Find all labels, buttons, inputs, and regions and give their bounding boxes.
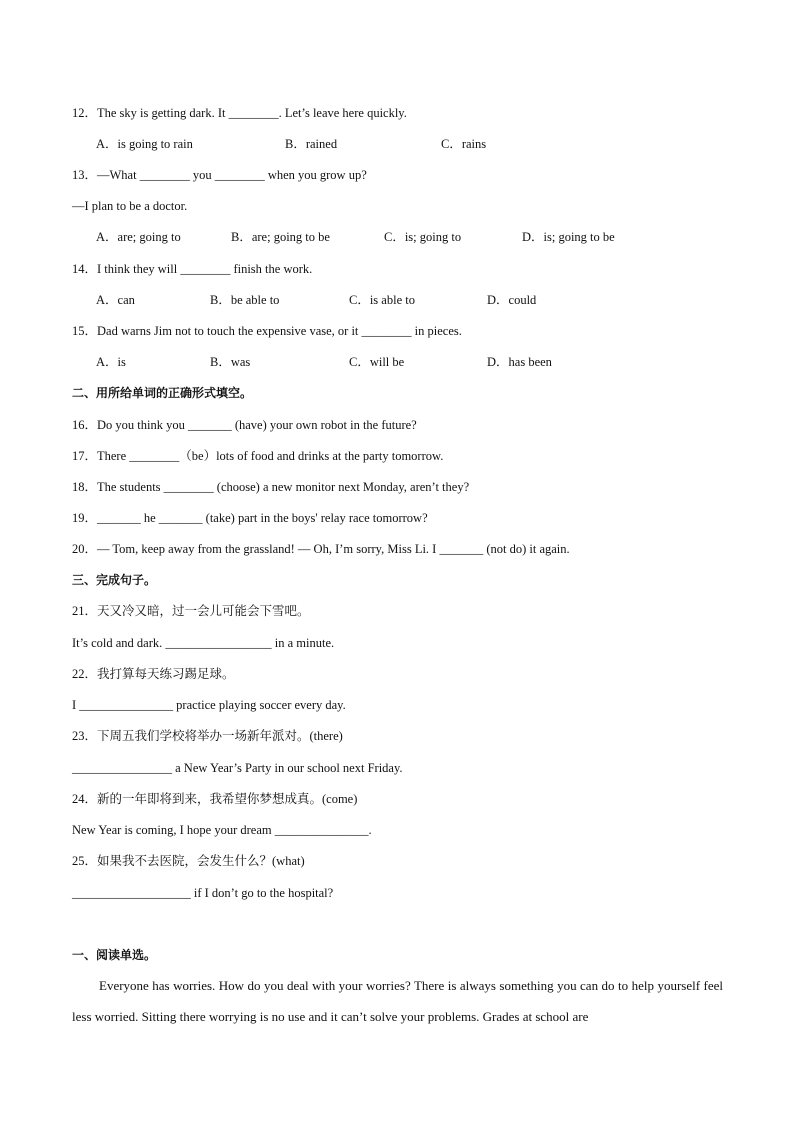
question-18: 18．The students ________ (choose) a new monitor next Monday, aren’t they? <box>72 480 470 494</box>
question-17: 17．There ________（be）lots of food and drinks at the party tomorrow. <box>72 449 444 463</box>
option-b: B．be able to <box>210 293 280 307</box>
option-d: D．is; going to be <box>522 230 615 244</box>
section-heading: 一、阅读单选。 <box>72 948 157 962</box>
question-24-english: New Year is coming, I hope your dream _______________. <box>72 823 372 837</box>
question-25-chinese: 25．如果我不去医院，会发生什么？(what) <box>72 854 305 868</box>
question-21-english: It’s cold and dark. _________________ in a minute. <box>72 636 335 650</box>
option-c: C．is able to <box>349 293 415 307</box>
question-23-english: ________________ a New Year’s Party in our school next Friday. <box>72 761 403 775</box>
question-24-chinese: 24．新的一年即将到来，我希望你梦想成真。(come) <box>72 792 358 806</box>
question-22-english: I _______________ practice playing soccer every day. <box>72 698 346 712</box>
option-a: A．can <box>96 293 135 307</box>
question-19: 19．_______ he _______ (take) part in the boys' relay race tomorrow? <box>72 511 428 525</box>
option-b: B．was <box>210 355 251 369</box>
question-21-chinese: 21．天又冷又暗，过一会儿可能会下雪吧。 <box>72 604 310 618</box>
option-a: A．is going to rain <box>96 137 193 151</box>
question-23-chinese: 23．下周五我们学校将举办一场新年派对。(there) <box>72 729 343 743</box>
option-b: B．are; going to be <box>231 230 330 244</box>
option-c: C．rains <box>441 137 487 151</box>
option-c: C．is; going to <box>384 230 462 244</box>
question-text: 14．I think they will ________ finish the work. <box>72 262 313 276</box>
question-25-english: ___________________ if I don’t go to the hospital? <box>72 886 334 900</box>
option-a: A．are; going to <box>96 230 181 244</box>
question-text: 15．Dad warns Jim not to touch the expensive vase, or it ________ in pieces. <box>72 324 462 338</box>
section-heading: 三、完成句子。 <box>72 573 157 587</box>
reading-paragraph: Everyone has worries. How do you deal with your worries? There is always something you can do to help yourself feel less worried. Sitting there worrying is no use and it can’t solve your problems. Grades at school are <box>72 978 723 1024</box>
option-b: B．rained <box>285 137 338 151</box>
option-d: D．could <box>487 293 537 307</box>
option-c: C．will be <box>349 355 405 369</box>
question-22-chinese: 22．我打算每天练习踢足球。 <box>72 667 235 681</box>
dialogue-answer: —I plan to be a doctor. <box>72 199 188 213</box>
question-16: 16．Do you think you _______ (have) your own robot in the future? <box>72 418 417 432</box>
option-a: A．is <box>96 355 126 369</box>
question-text: 12．The sky is getting dark. It ________. Let’s leave here quickly. <box>72 106 407 120</box>
question-20: 20．— Tom, keep away from the grassland! — Oh, I’m sorry, Miss Li. I _______ (not do) it again. <box>72 542 570 556</box>
question-text: 13．—What ________ you ________ when you grow up? <box>72 168 367 182</box>
section-heading: 二、用所给单词的正确形式填空。 <box>72 386 253 400</box>
option-d: D．has been <box>487 355 552 369</box>
